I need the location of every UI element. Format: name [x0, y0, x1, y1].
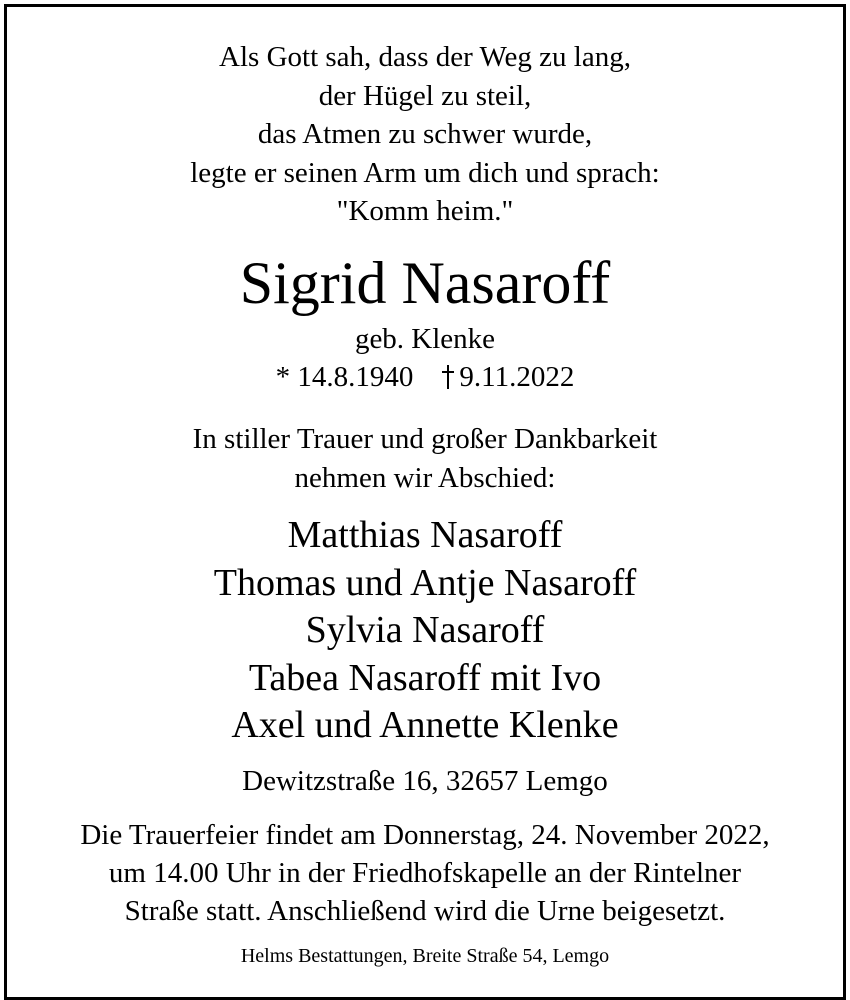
mourning-line: In stiller Trauer und großer Dankbarkeit — [192, 423, 658, 455]
poem-line: der Hügel zu steil, — [318, 79, 532, 112]
family-member: Axel und Annette Klenke — [231, 704, 619, 746]
family-list — [0, 512, 850, 750]
family-member: Tabea Nasaroff mit Ivo — [248, 656, 602, 699]
death-date: 9.11.2022 — [459, 361, 575, 393]
poem-line: "Komm heim." — [336, 195, 514, 227]
family-member: Thomas und Antje Nasaroff — [213, 561, 637, 604]
memorial-poem — [0, 38, 850, 231]
family-member: Matthias Nasaroff — [287, 514, 563, 556]
deceased-name: Sigrid Nasaroff — [239, 250, 611, 316]
service-line: Straße statt. Anschließend wird die Urne beigesetzt. — [124, 895, 726, 927]
life-dates — [0, 358, 850, 396]
family-member: Sylvia Nasaroff — [305, 609, 545, 651]
family-address: Dewitzstraße 16, 32657 Lemgo — [242, 765, 608, 797]
mourning-statement — [0, 420, 850, 497]
service-line: um 14.00 Uhr in der Friedhofskapelle an der Rintelner — [108, 857, 742, 889]
poem-line: Als Gott sah, dass der Weg zu lang, — [219, 41, 631, 73]
funeral-service-info — [0, 816, 850, 930]
mourning-line: nehmen wir Abschied: — [294, 461, 556, 494]
cross-icon — [441, 365, 455, 389]
poem-line: legte er seinen Arm um dich und sprach: — [190, 156, 660, 189]
birth-name: geb. Klenke — [354, 323, 496, 355]
birth-date: * 14.8.1940 — [275, 361, 414, 393]
undertaker-info: Helms Bestattungen, Breite Straße 54, Lemgo — [240, 945, 610, 967]
poem-line: das Atmen zu schwer wurde, — [257, 118, 593, 150]
service-line: Die Trauerfeier findet am Donnerstag, 24. November 2022, — [80, 819, 770, 851]
